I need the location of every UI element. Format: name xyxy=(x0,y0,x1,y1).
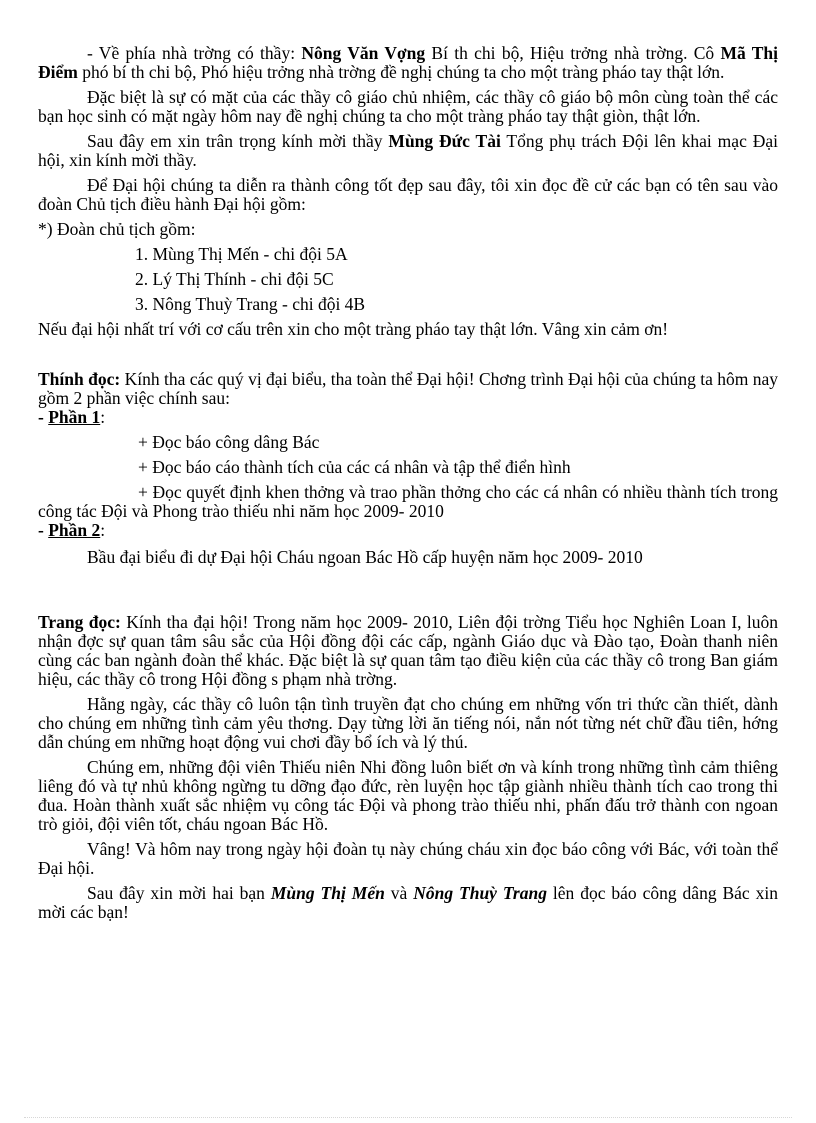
paragraph-school-leaders: - Về phía nhà trờng có thầy: Nông Văn Vợng Bí th chi bộ, Hiệu trởng nhà trờng. Cô Mã Thị Điểm phó bí th chi bộ, Phó hiệu trởng nhà trờng đề nghị chúng ta cho một tràng pháo tay thật lớn. xyxy=(38,43,779,82)
page-bottom-divider xyxy=(24,1117,792,1118)
name-reader-1: Mùng Thị Mến xyxy=(270,883,385,903)
speaker-label: Thính đọc: xyxy=(38,369,121,389)
part1-heading: - Phần 1: xyxy=(38,407,106,427)
paragraph-agree: Nếu đại hội nhất trí với cơ cấu trên xin cho một tràng pháo tay thật lớn. Vâng xin cảm ơn! xyxy=(38,319,669,339)
presidium-member: 1. Mùng Thị Mến - chi đội 5A xyxy=(135,244,348,264)
paragraph-teachers: Đặc biệt là sự có mặt của các thầy cô giáo chủ nhiệm, các thầy cô giáo bộ môn cùng toàn thể các bạn học sinh có mặt ngày hôm nay đề nghị chúng ta cho một tràng pháo tay thật giòn, thật lớn. xyxy=(38,87,778,126)
presidium-member: 3. Nông Thuỳ Trang - chi đội 4B xyxy=(135,294,366,314)
paragraph-invite-readers: Sau đây xin mời hai bạn Mùng Thị Mến và Nông Thuỳ Trang lên đọc báo công dâng Bác xin mời các bạn! xyxy=(38,883,778,922)
name-reader-2: Nông Thuỳ Trang xyxy=(413,883,547,903)
presidium-member: 2. Lý Thị Thính - chi đội 5C xyxy=(135,269,334,289)
speaker-label: Trang đọc: xyxy=(38,612,121,632)
speech-thinh: Thính đọc: Kính tha các quý vị đại biểu, tha toàn thể Đại hội! Chơng trình Đại hội của chúng ta hôm nay gồm 2 phần việc chính sau: xyxy=(38,369,778,408)
speech-trang: Trang đọc: Kính tha đại hội! Trong năm học 2009- 2010, Liên đội trờng Tiểu học Nghiên Loan I, luôn nhận đợc sự quan tâm sâu sắc của Hội đồng đội các cấp, ngành Giáo dục và Đào tạo, Đoàn thanh niên cùng các ban ngành đoàn thể khác. Đặc biệt là sự quan tâm tạo điều kiện của các thầy cô trong Ban giám hiệu, các thầy cô trong Hội đồng s phạm nhà trờng. xyxy=(38,612,779,689)
paragraph-report: Vâng! Và hôm nay trong ngày hội đoàn tụ này chúng cháu xin đọc báo công với Bác, với toàn thể Đại hội. xyxy=(38,839,778,878)
part2-heading: - Phần 2: xyxy=(38,520,106,540)
paragraph-nominate: Để Đại hội chúng ta diễn ra thành công tốt đẹp sau đây, tôi xin đọc đề cử các bạn có tên sau vào đoàn Chủ tịch điều hành Đại hội gồm: xyxy=(38,175,778,214)
part2-text: Bầu đại biểu đi dự Đại hội Cháu ngoan Bác Hồ cấp huyện năm học 2009- 2010 xyxy=(87,547,643,567)
paragraph-invite-opening: Sau đây em xin trân trọng kính mời thầy Mùng Đức Tài Tổng phụ trách Đội lên khai mạc Đại hội, xin kính mời thầy. xyxy=(38,131,778,170)
part1-item: + Đọc quyết định khen thởng và trao phần thởng cho các cá nhân có nhiều thành tích trong công tác Đội và Phong trào thiếu nhi năm học 2009- 2010 xyxy=(38,482,778,521)
presidium-title: *) Đoàn chủ tịch gồm: xyxy=(38,219,196,239)
name-vice-principal: Mã Thị Điểm xyxy=(38,43,779,82)
name-principal: Nông Văn Vợng xyxy=(301,43,426,63)
part1-item: + Đọc báo công dâng Bác xyxy=(138,432,320,452)
paragraph-gratitude: Chúng em, những đội viên Thiếu niên Nhi đồng luôn biết ơn và kính trong những tình cảm thiêng liêng đó và tự nhủ không ngừng tu dỡng đạo đức, rèn luyện học tập giành nhiều thành tích cao trong thi đua. Hoàn thành xuất sắc nhiệm vụ công tác Đội và phong trào thiếu nhi, phấn đấu trở thành con ngoan trò giỏi, đội viên tốt, cháu ngoan Bác Hồ. xyxy=(38,757,778,834)
paragraph-teachers-care: Hằng ngày, các thầy cô luôn tận tình truyền đạt cho chúng em những vốn tri thức cần thiết, dành cho chúng em những tình cảm yêu thơng. Dạy từng lời ăn tiếng nói, nắn nót từng nét chữ đầu tiên, hớng dẫn chúng em những hoạt động vui chơi đầy bổ ích và lý thú. xyxy=(38,694,778,752)
part1-item: + Đọc báo cáo thành tích của các cá nhân và tập thể điển hình xyxy=(138,457,571,477)
name-team-leader: Mùng Đức Tài xyxy=(388,131,501,151)
